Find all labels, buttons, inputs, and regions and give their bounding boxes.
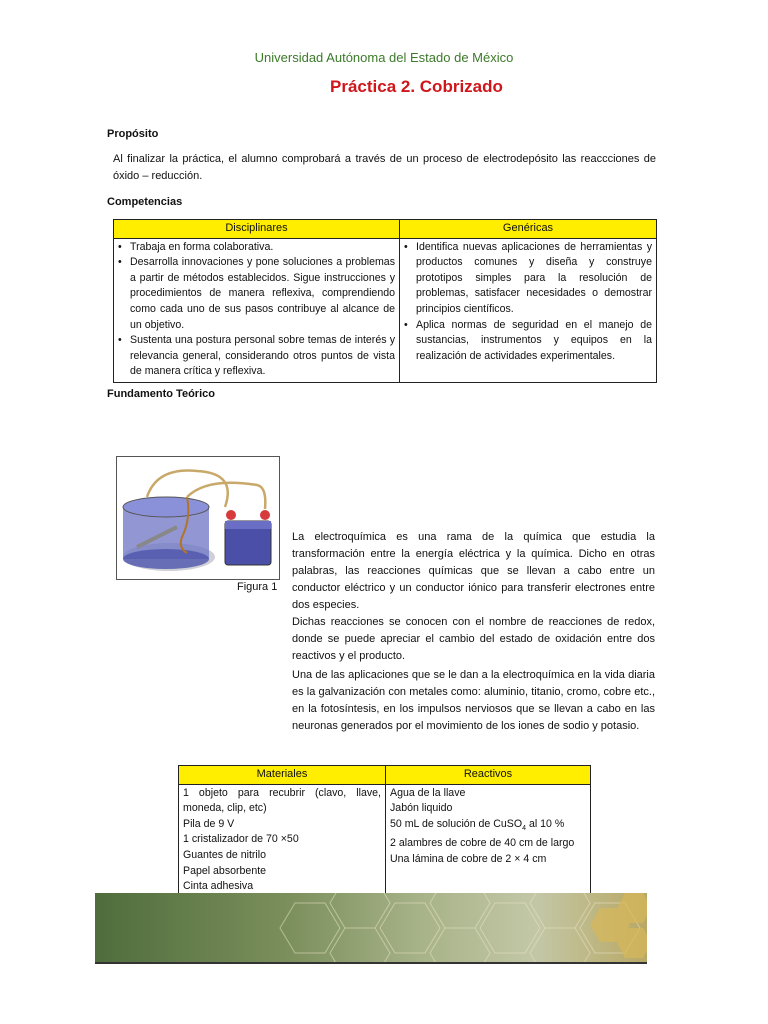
material-item: 1 objeto para recubrir (clavo, llave, moneda, clip, etc) xyxy=(183,786,381,815)
competencias-table xyxy=(113,219,657,383)
footer-rule xyxy=(95,962,647,964)
cuso4-subscript: 4 xyxy=(522,824,527,832)
fundamento-paragraph-1: La electroquímica es una rama de la química que estudia la transformación entre la energía eléctrica y la química. Dicho en otras palabras, las reacciones químicas que se llevan a cabo entre un conductor eléctrico y un conductor iónico para transferir electrones entre dos especies. xyxy=(292,531,655,611)
reactivo-item: Jabón liquido xyxy=(390,802,453,815)
fundamento-paragraph-2: Dichas reacciones se conocen con el nombre de reacciones de redox, donde se puede apreciar el cambio del estado de oxidación entre dos reactivos y el producto. xyxy=(292,616,655,662)
col-materiales: Materiales xyxy=(179,766,386,785)
electrolysis-illustration xyxy=(117,457,279,579)
material-item: Papel absorbente xyxy=(183,864,267,877)
fundamento-heading: Fundamento Teórico xyxy=(107,388,215,400)
reactivo-item: Agua de la llave xyxy=(390,786,466,799)
disciplinares-cell xyxy=(114,238,400,382)
cuso4-prefix: 50 mL de solución de CuSO xyxy=(390,817,523,830)
proposito-heading: Propósito xyxy=(107,128,159,140)
proposito-text: Al finalizar la práctica, el alumno comprobará a través de un proceso de electrodepósito las reaccciones de óxido – reducción. xyxy=(113,153,656,182)
figure-caption: Figura 1 xyxy=(237,581,278,593)
col-disciplinares: Disciplinares xyxy=(114,220,400,239)
col-reactivos: Reactivos xyxy=(386,766,591,785)
materiales-table xyxy=(178,765,591,898)
cuso4-suffix: al 10 % xyxy=(526,817,565,830)
competencias-heading: Competencias xyxy=(107,196,183,208)
footer-decoration xyxy=(95,893,647,963)
disciplinar-item: • Desarrolla innovaciones y pone soluciones a problemas a partir de métodos establecidos. Sigue instrucciones y procedimientos de manera reflexiva, comprendiendo como cada uno de sus pasos contribuye al alcance de un objetivo. xyxy=(118,255,395,333)
generica-item: • Identifica nuevas aplicaciones de herramientas y productos comunes y diseña y construye prototipos simples para la resolución de problemas, satisfacer necesidades o demostrar principios científicos. xyxy=(404,240,652,318)
fundamento-paragraph-3: Una de las aplicaciones que se le dan a la electroquímica en la vida diaria es la galvanización con metales como: aluminio, titanio, cromo, cobre etc., en la fotosíntesis, en los impulsos nerviosos que se llevan a cabo en las neuronas generados por el movimiento de los iones de sodio y potasio. xyxy=(292,669,655,732)
material-item: Pila de 9 V xyxy=(183,817,235,830)
genericas-cell xyxy=(400,238,657,382)
hexagon-pattern xyxy=(95,893,647,963)
reactivos-cell xyxy=(386,784,591,897)
disciplinar-item: • Sustenta una postura personal sobre temas de interés y relevancia general, considerando otros puntos de vista de manera crítica y reflexiva. xyxy=(118,333,395,380)
figure-1-image xyxy=(116,456,280,580)
disciplinar-item: • Trabaja en forma colaborativa. xyxy=(118,240,395,256)
reactivo-item: 2 alambres de cobre de 40 cm de largo Una lámina de cobre de 2 × 4 cm xyxy=(390,837,575,866)
page-title: Práctica 2. Cobrizado xyxy=(330,77,503,96)
institution-name: Universidad Autónoma del Estado de México xyxy=(254,50,514,65)
material-item: Guantes de nitrilo xyxy=(183,848,267,861)
col-genericas: Genéricas xyxy=(400,220,657,239)
materiales-cell xyxy=(179,784,386,897)
material-item: Cinta adhesiva xyxy=(183,880,254,893)
material-item: 1 cristalizador de 70 ×50 xyxy=(183,833,299,846)
generica-item: • Aplica normas de seguridad en el manejo de sustancias, instrumentos y equipos en la realización de actividades experimentales. xyxy=(404,318,652,365)
reactivo-item-cuso4 xyxy=(390,817,586,837)
